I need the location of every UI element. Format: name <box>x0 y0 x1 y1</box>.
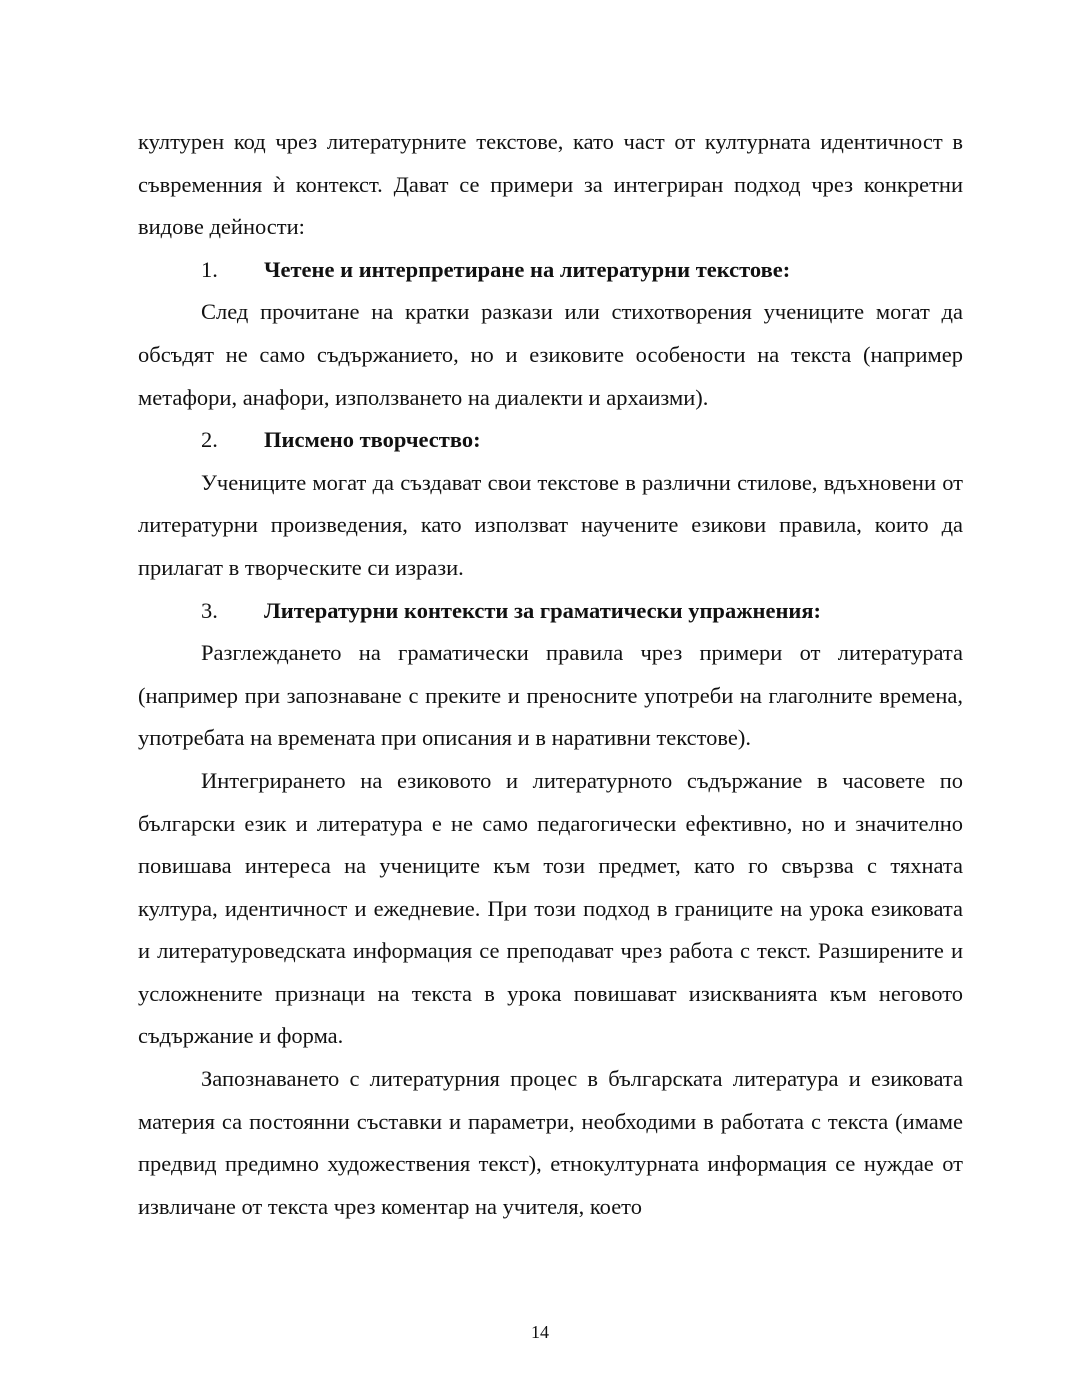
list-item-2-text: Учениците могат да създават свои текстове в различни стилове, вдъхновени от литературни произведения, като използват научените езикови правила, които да прилагат в творческите си изрази. <box>138 469 963 580</box>
list-number: 3. <box>201 597 218 623</box>
list-item-1-heading <box>138 249 963 292</box>
list-item-1-text: След прочитане на кратки разкази или стихотворения учениците могат да обсъдят не само съдържанието, но и езиковите особености на текста (например метафори, анафори, използването на диалекти и архаизми). <box>138 299 963 410</box>
body-text <box>138 121 963 1228</box>
list-item-2-heading <box>138 419 963 462</box>
paragraph-integration: Интегрирането на езиковото и литературното съдържание в часовете по български език и литература е не само педагогически ефективно, но и значително повишава интереса на учениците към този предмет, като го свързва с тяхната култура, идентичност и ежедневие. При този подход в границите на урока езиковата и литературоведската информация се преподават чрез работа с текст. Разширените и усложнените признаци на текста в урока повишават изискванията към неговото съдържание и форма. <box>138 767 963 1049</box>
paragraph-intro: културен код чрез литературните текстове, като част от културната идентичност в съвременния ѝ контекст. Дават се примери за интегриран подход чрез конкретни видове дейности: <box>138 129 963 240</box>
list-item-title: Четене и интерпретиране на литературни текстове: <box>264 256 791 282</box>
page-number: 14 <box>531 1322 549 1342</box>
list-item-3-text: Разглеждането на граматически правила чрез примери от литературата (например при запознаване с преките и преносните употреби на глаголните времена, употребата на времената при описания и в наративни текстове). <box>138 640 963 751</box>
list-number: 2. <box>201 427 218 453</box>
paragraph-literary-process: Запознаването с литературния процес в българската литература и езиковата материя са постоянни съставки и параметри, необходими в работата с текста (имаме предвид предимно художествения текст), етнокултурната информация се нуждае от извличане от текста чрез коментар на учителя, което <box>138 1066 963 1219</box>
list-number: 1. <box>201 256 218 282</box>
list-item-title: Писмено творчество: <box>264 427 481 453</box>
list-item-3-heading <box>138 590 963 633</box>
list-item-title: Литературни контексти за граматически упражнения: <box>264 597 822 623</box>
